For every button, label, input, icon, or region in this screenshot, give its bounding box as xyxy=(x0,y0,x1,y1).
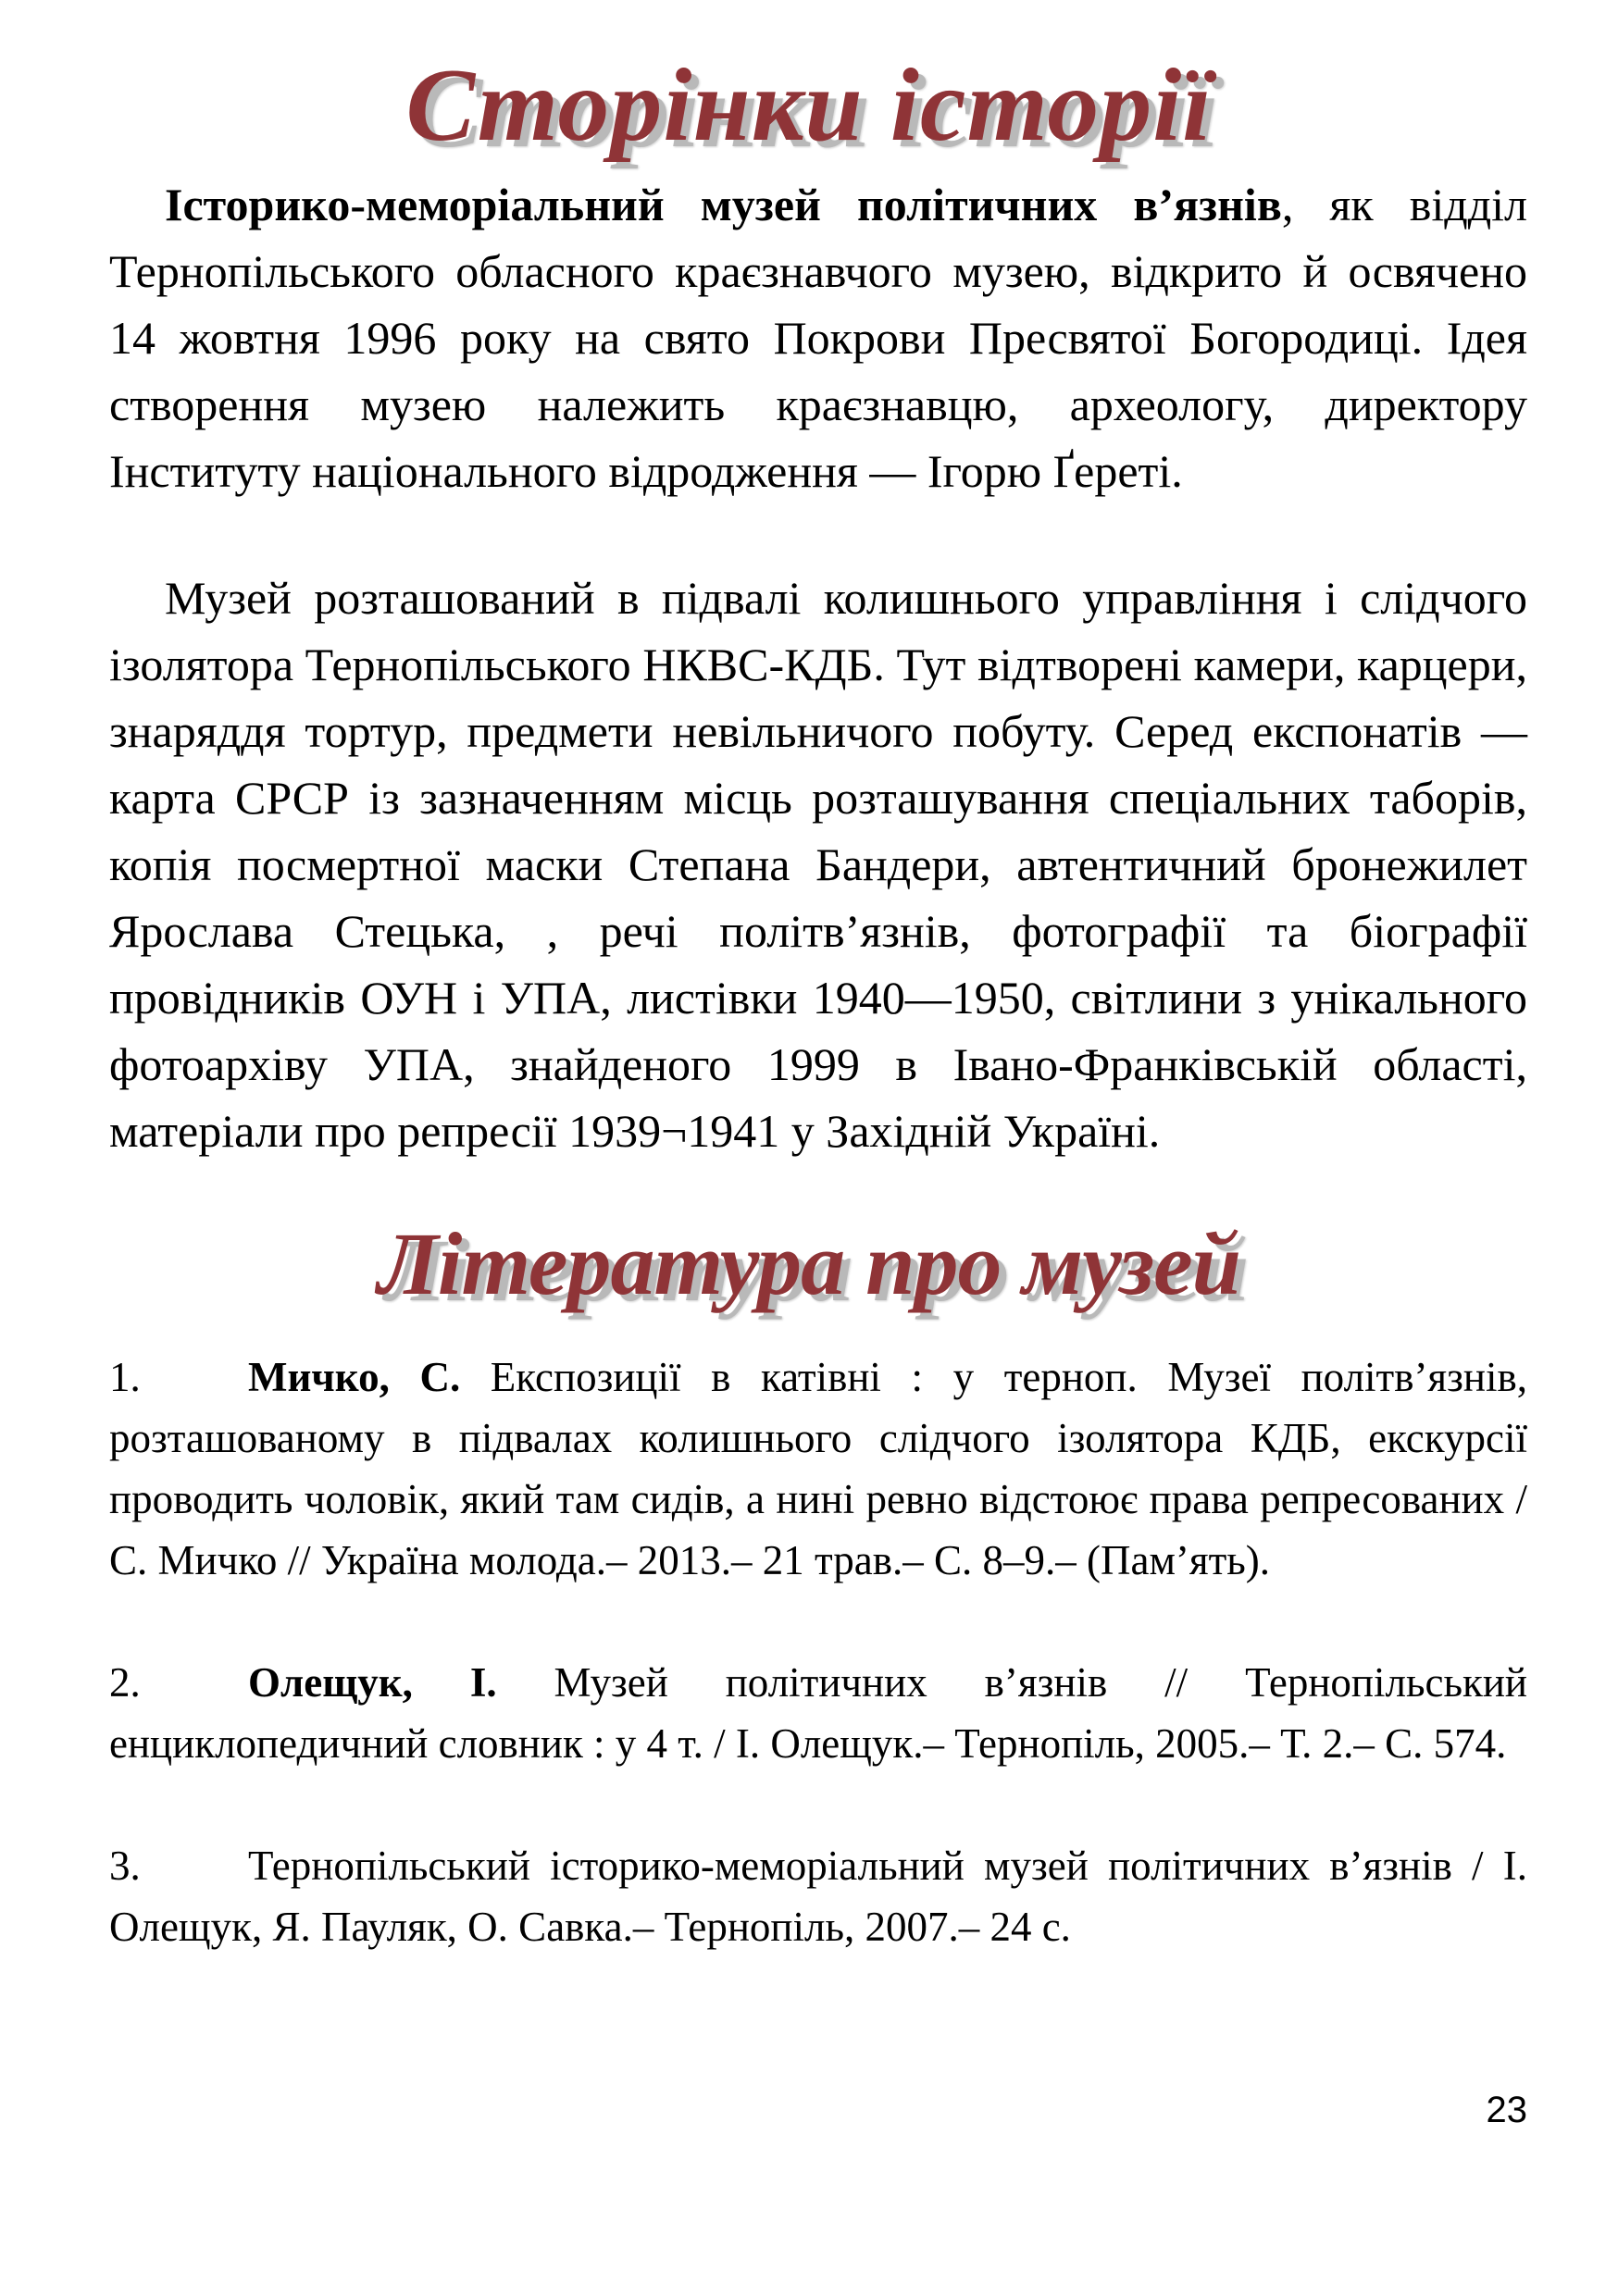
literature-title: Література про музей xyxy=(377,1214,1241,1313)
reference-number: 3. xyxy=(109,1843,141,1889)
reference-item xyxy=(109,1835,1527,1957)
reference-text: Експозиції в катівні : у терноп. Музеї політв’язнів, розташованому в підвалах колишнього слідчого ізолятора КДБ, екскурсії проводить чоловік, який там сидів, а нині ревно відстоює права репресованих / С. Мичко // Україна молода.– 2013.– 21 трав.– С. 8–9.– (Пам’ять). xyxy=(109,1354,1527,1583)
paragraph-exhibits xyxy=(109,565,1527,1164)
paragraph-intro-bold-lead: Історико-меморіальний музей політичних в’язнів xyxy=(165,179,1282,230)
paragraph-intro xyxy=(109,171,1527,504)
paragraph-exhibits-text: Музей розташований в підвалі колишнього управління і слідчого ізолятора Тернопільського НКВС-КДБ. Тут відтворені камери, карцери, знаряддя тортур, предмети невільничого побуту. Серед експонатів — карта СРСР із зазначенням місць розташування спеціальних таборів, копія посмертної маски Степана Бандери, автентичний бронежилет Ярослава Стецька, , речі політв’язнів, фотографії та біографії провідників ОУН і УПА, листівки 1940—1950, світлини з унікального фотоархіву УПА, знайденого 1999 в Івано-Франківській області, матеріали про репресії 1939¬1941 у Західній Україні. xyxy=(109,572,1527,1157)
section-title: Сторінки історії xyxy=(405,48,1213,163)
reference-author: Мичко, С. xyxy=(248,1354,461,1400)
paragraph-intro-text: , як відділ Тернопільського обласного краєзнавчого музею, відкрито й освячено 14 жовтня 1996 року на свято Покрови Пресвятої Богородиці. Ідея створення музею належить краєзнавцю, археологу, директору Інституту національного відродження — Ігорю Ґереті. xyxy=(109,179,1527,497)
reference-number: 2. xyxy=(109,1659,141,1706)
reference-item xyxy=(109,1347,1527,1591)
reference-number: 1. xyxy=(109,1354,141,1400)
reference-item xyxy=(109,1652,1527,1774)
reference-author: Олещук, І. xyxy=(248,1659,497,1706)
page-number: 23 xyxy=(1486,2090,1527,2130)
reference-text: Тернопільський історико-меморіальний музей політичних в’язнів / І. Олещук, Я. Пауляк, О. Савка.– Тернопіль, 2007.– 24 с. xyxy=(109,1843,1527,1950)
reference-text: Музей політичних в’язнів // Тернопільський енциклопедичний словник : у 4 т. / І. Олещук.– Тернопіль, 2005.– Т. 2.– С. 574. xyxy=(109,1659,1528,1767)
